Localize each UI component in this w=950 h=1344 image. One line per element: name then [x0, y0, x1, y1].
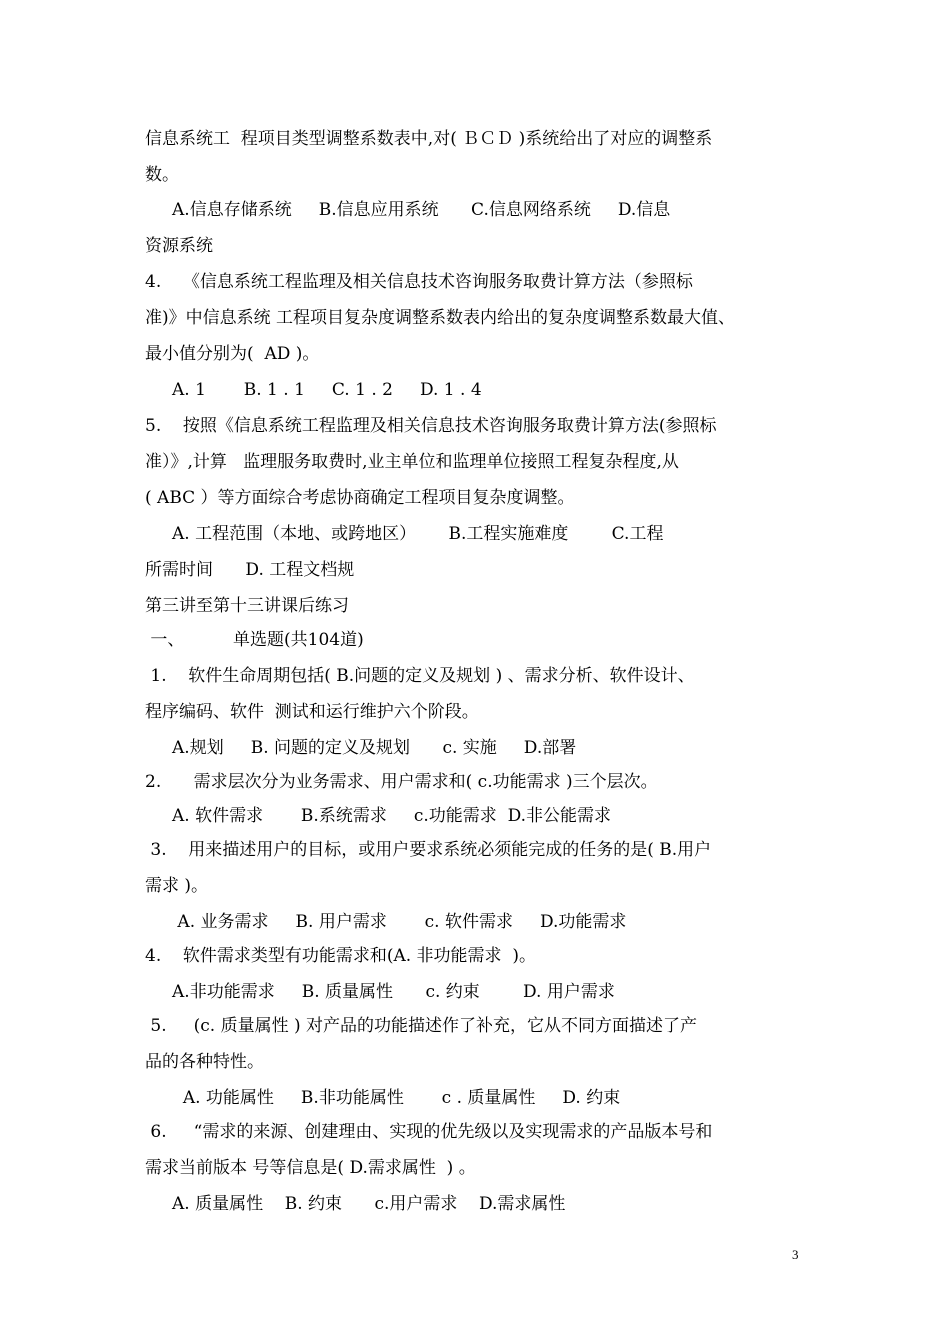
text-line: A. 功能属性 B.非功能属性 c . 质量属性 D. 约束 — [145, 1088, 621, 1108]
text-line: 程序编码、软件 测试和运行维护六个阶段。 — [145, 702, 479, 722]
text-line: 资源系统 — [145, 236, 213, 256]
text-line: ( ABC ）等方面综合考虑协商确定工程项目复杂度调整。 — [145, 488, 575, 508]
page-number: 3 — [792, 1247, 799, 1262]
text-line: 2. 需求层次分为业务需求、用户需求和( c.功能需求 )三个层次。 — [145, 772, 658, 792]
text-line: A. 1 B. 1 . 1 C. 1 . 2 D. 1 . 4 — [145, 380, 482, 400]
text-line: 数。 — [145, 165, 179, 185]
text-line: A. 质量属性 B. 约束 c.用户需求 D.需求属性 — [145, 1194, 566, 1214]
text-line: 最小值分别为( AD )。 — [145, 344, 320, 364]
text-line: 信息系统工 程项目类型调整系数表中,对( ＢＣＤ )系统给出了对应的调整系 — [145, 129, 713, 149]
text-line: 需求当前版本 号等信息是( D.需求属性 ) 。 — [145, 1158, 476, 1178]
text-line: 品的各种特性。 — [145, 1052, 264, 1072]
text-line: 准)》中信息系统 工程项目复杂度调整系数表内给出的复杂度调整系数最大值、 — [145, 308, 736, 328]
text-line: 准）》,计算 监理服务取费时,业主单位和监理单位接照工程复杂程度,从 — [145, 452, 679, 472]
text-line: 4. 软件需求类型有功能需求和(A. 非功能需求 )。 — [145, 946, 536, 966]
text-line: 1. 软件生命周期包括( B.问题的定义及规划 ) 、需求分析、软件设计、 — [145, 666, 695, 686]
text-line: 需求 )。 — [145, 876, 209, 896]
text-line: 所需时间 D. 工程文档规 — [145, 560, 355, 580]
text-line: A. 业务需求 B. 用户需求 c. 软件需求 D.功能需求 — [145, 912, 627, 932]
text-line: A.信息存储系统 B.信息应用系统 C.信息网络系统 D.信息 — [145, 200, 671, 220]
text-line: 4. 《信息系统工程监理及相关信息技术咨询服务取费计算方法（参照标 — [145, 272, 693, 292]
section-heading: 第三讲至第十三讲课后练习 — [145, 596, 349, 616]
text-line: A.非功能需求 B. 质量属性 c. 约束 D. 用户需求 — [145, 982, 615, 1002]
text-line: 3. 用来描述用户的目标，或用户要求系统必须能完成的任务的是( B.用户 — [145, 840, 712, 860]
text-line: 5. 按照《信息系统工程监理及相关信息技术咨询服务取费计算方法(参照标 — [145, 416, 717, 436]
text-line: A.规划 B. 问题的定义及规划 c. 实施 D.部署 — [145, 738, 577, 758]
text-line: A. 工程范围（本地、或跨地区） B.工程实施难度 C.工程 — [145, 524, 664, 544]
subsection-heading: 一、 单选题(共104道) — [145, 630, 364, 650]
text-line: 6. “需求的来源、创建理由、实现的优先级以及实现需求的产品版本号和 — [145, 1122, 713, 1142]
text-line: 5. (c. 质量属性 ) 对产品的功能描述作了补充，它从不同方面描述了产 — [145, 1016, 698, 1036]
text-line: A. 软件需求 B.系统需求 c.功能需求 D.非公能需求 — [145, 806, 612, 826]
